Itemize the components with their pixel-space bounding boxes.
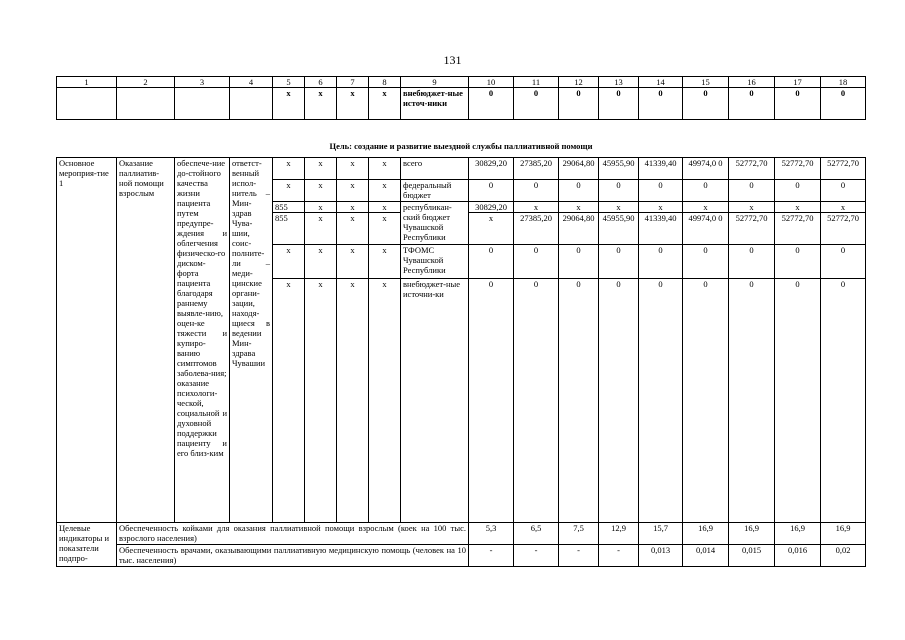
table-cell: 0: [559, 245, 599, 279]
col-number: 16: [729, 77, 775, 88]
table-cell: х: [821, 202, 866, 213]
table-cell: 16,9: [729, 523, 775, 545]
table-cell: х: [305, 245, 337, 279]
table-row: [57, 88, 866, 120]
col-number: 15: [683, 77, 729, 88]
indicator-row: [57, 523, 866, 545]
table-cell: 0: [639, 88, 683, 120]
table-cell: 0: [559, 180, 599, 202]
table-cell: 0: [821, 180, 866, 202]
table-cell: -: [469, 545, 514, 567]
column-number-row: [57, 77, 866, 88]
table-cell: 0: [729, 88, 775, 120]
indicator-text: Обеспеченность врачами, оказывающими паллиативную медицинскую помощь (человек на 10 тыс. населения): [117, 545, 469, 567]
table-cell: 0: [599, 245, 639, 279]
table-cell: х: [305, 279, 337, 523]
table-cell: х: [729, 202, 775, 213]
table-cell: 0: [639, 180, 683, 202]
table-cell: х: [273, 245, 305, 279]
table-cell: х: [337, 213, 369, 245]
table-cell: 52772,70: [729, 158, 775, 180]
table-cell: х: [775, 202, 821, 213]
table-cell: 16,9: [775, 523, 821, 545]
table-cell: х: [369, 202, 401, 213]
col-number: 5: [273, 77, 305, 88]
table-cell: 41339,40: [639, 213, 683, 245]
table-cell: х: [514, 202, 559, 213]
activity-name: Основное мероприя-тие 1: [57, 158, 117, 523]
table-cell: 6,5: [514, 523, 559, 545]
table-cell: 52772,70: [775, 158, 821, 180]
activity-description: обеспече-ние до-стойного качества жизни пациента путем предупре-ждения и облегчения физическо-го диском-форта пациента благодаря раннему выявле-нию, оцен-ке тяжести и купиро-ванию симптомов заболева-ния; оказание психологи-ческой, социальной и духовной поддержки пациенту и его близ-ким: [175, 158, 230, 523]
goal-title: Цель: создание и развитие выездной службы паллиативной помощи: [57, 120, 866, 158]
table-cell: х: [369, 213, 401, 245]
table-cell: х: [305, 202, 337, 213]
table-cell: х: [337, 245, 369, 279]
goal-row: [57, 120, 866, 158]
col-number: 11: [514, 77, 559, 88]
table-cell: 27385,20: [514, 158, 559, 180]
table-cell: 0: [599, 279, 639, 523]
table-row: [57, 158, 866, 180]
table-cell: х: [469, 213, 514, 245]
table-cell: 0: [599, 88, 639, 120]
col-number: 14: [639, 77, 683, 88]
table-cell: 0: [469, 180, 514, 202]
table-cell: 0,013: [639, 545, 683, 567]
table-cell: 16,9: [821, 523, 866, 545]
table-cell: 52772,70: [729, 213, 775, 245]
source-cell: федеральный бюджет: [401, 180, 469, 202]
table-cell: х: [273, 88, 305, 120]
table-cell: 15,7: [639, 523, 683, 545]
indicators-label: Целевые индикаторы и показатели подпро-: [57, 523, 117, 567]
table-cell: 0: [469, 279, 514, 523]
table-cell: 0: [469, 245, 514, 279]
table-cell: х: [337, 180, 369, 202]
table-cell: 49974,0 0: [683, 213, 729, 245]
table-cell: 0: [729, 245, 775, 279]
col-number: 18: [821, 77, 866, 88]
table-cell: 0: [559, 88, 599, 120]
source-cell: внебюджет-ные источни-ки: [401, 279, 469, 523]
table-cell: х: [337, 202, 369, 213]
table-cell: 0: [729, 180, 775, 202]
table-cell: 0: [683, 279, 729, 523]
table-cell: 29064,80: [559, 213, 599, 245]
table-cell: 45955,90: [599, 158, 639, 180]
table-cell: 0,015: [729, 545, 775, 567]
table-cell: 52772,70: [821, 213, 866, 245]
source-cell: внебюджет-ные источ-ники: [401, 88, 469, 120]
table-cell: 0: [775, 180, 821, 202]
indicator-text: Обеспеченность койками для оказания паллиативной помощи взрослым (коек на 100 тыс. взрослого населения): [117, 523, 469, 545]
table-cell: х: [369, 180, 401, 202]
table-cell: 0: [559, 279, 599, 523]
table-cell: х: [337, 279, 369, 523]
table-cell: 0: [514, 88, 559, 120]
col-number: 9: [401, 77, 469, 88]
table-cell: 16,9: [683, 523, 729, 545]
activity-responsible: ответст-венный испол-нитель – Мин-здрав Чува-шии, соис-полните-ли – меди-цинские органи-зации, находя-щиеся в ведении Мин-здрава Чувашии: [230, 158, 273, 523]
table-cell: х: [273, 180, 305, 202]
table-cell: х: [273, 158, 305, 180]
table-cell: 52772,70: [821, 158, 866, 180]
table-cell: 41339,40: [639, 158, 683, 180]
table-cell: х: [599, 202, 639, 213]
table-cell: х: [305, 180, 337, 202]
table-cell: х: [639, 202, 683, 213]
table-cell: х: [369, 245, 401, 279]
col-number: 3: [175, 77, 230, 88]
table-cell: 0: [821, 279, 866, 523]
table-cell: 0: [599, 180, 639, 202]
table-cell: 29064,80: [559, 158, 599, 180]
col-number: 10: [469, 77, 514, 88]
table-cell: 30829,20: [469, 202, 514, 213]
table-cell: 0: [683, 245, 729, 279]
table-cell: 0: [775, 279, 821, 523]
table-cell: 0: [514, 279, 559, 523]
table-cell: 12,9: [599, 523, 639, 545]
table-cell: 0: [683, 88, 729, 120]
col-number: 7: [337, 77, 369, 88]
table-cell: 0: [514, 180, 559, 202]
table-cell: х: [337, 88, 369, 120]
table-cell: 30829,20: [469, 158, 514, 180]
table-cell: х: [305, 213, 337, 245]
table-cell: -: [599, 545, 639, 567]
indicator-row: [57, 545, 866, 567]
table-cell: 5,3: [469, 523, 514, 545]
table-cell: 0: [821, 88, 866, 120]
table-cell: 0,016: [775, 545, 821, 567]
col-number: 4: [230, 77, 273, 88]
table-cell: х: [337, 158, 369, 180]
table-cell: 0: [639, 245, 683, 279]
col-number: 13: [599, 77, 639, 88]
table-cell: х: [559, 202, 599, 213]
col-number: 12: [559, 77, 599, 88]
table-cell: -: [514, 545, 559, 567]
table-cell: х: [683, 202, 729, 213]
table-cell: 0: [514, 245, 559, 279]
table-cell: 52772,70: [775, 213, 821, 245]
table-cell: -: [559, 545, 599, 567]
table-cell: 0,02: [821, 545, 866, 567]
col-number: 6: [305, 77, 337, 88]
table-cell: х: [305, 158, 337, 180]
col-number: 1: [57, 77, 117, 88]
table-cell: 0: [683, 180, 729, 202]
table-cell: х: [305, 88, 337, 120]
col-number: 17: [775, 77, 821, 88]
table-cell: 0: [469, 88, 514, 120]
source-cell: всего: [401, 158, 469, 180]
table-cell: 49974,0 0: [683, 158, 729, 180]
col-number: 2: [117, 77, 175, 88]
table-cell: 45955,90: [599, 213, 639, 245]
table-cell: 855: [273, 213, 305, 245]
table-cell: х: [273, 279, 305, 523]
table-cell: 0: [639, 279, 683, 523]
table-cell: 855: [273, 202, 305, 213]
table-cell: 0: [821, 245, 866, 279]
table-cell: х: [369, 158, 401, 180]
budget-table: [56, 76, 866, 567]
table-cell: 0: [775, 245, 821, 279]
table-cell: х: [369, 279, 401, 523]
table-cell: 0: [729, 279, 775, 523]
col-number: 8: [369, 77, 401, 88]
table-cell: х: [369, 88, 401, 120]
table-cell: 0: [775, 88, 821, 120]
source-cell: ТФОМС Чувашской Республики: [401, 245, 469, 279]
table-cell: 7,5: [559, 523, 599, 545]
page-number: 131: [443, 53, 462, 67]
source-cell: республикан-ский бюджет Чувашской Республики: [401, 202, 469, 245]
table-cell: 0,014: [683, 545, 729, 567]
table-cell: 27385,20: [514, 213, 559, 245]
activity-title: Оказание паллиатив-ной помощи взрослым: [117, 158, 175, 523]
